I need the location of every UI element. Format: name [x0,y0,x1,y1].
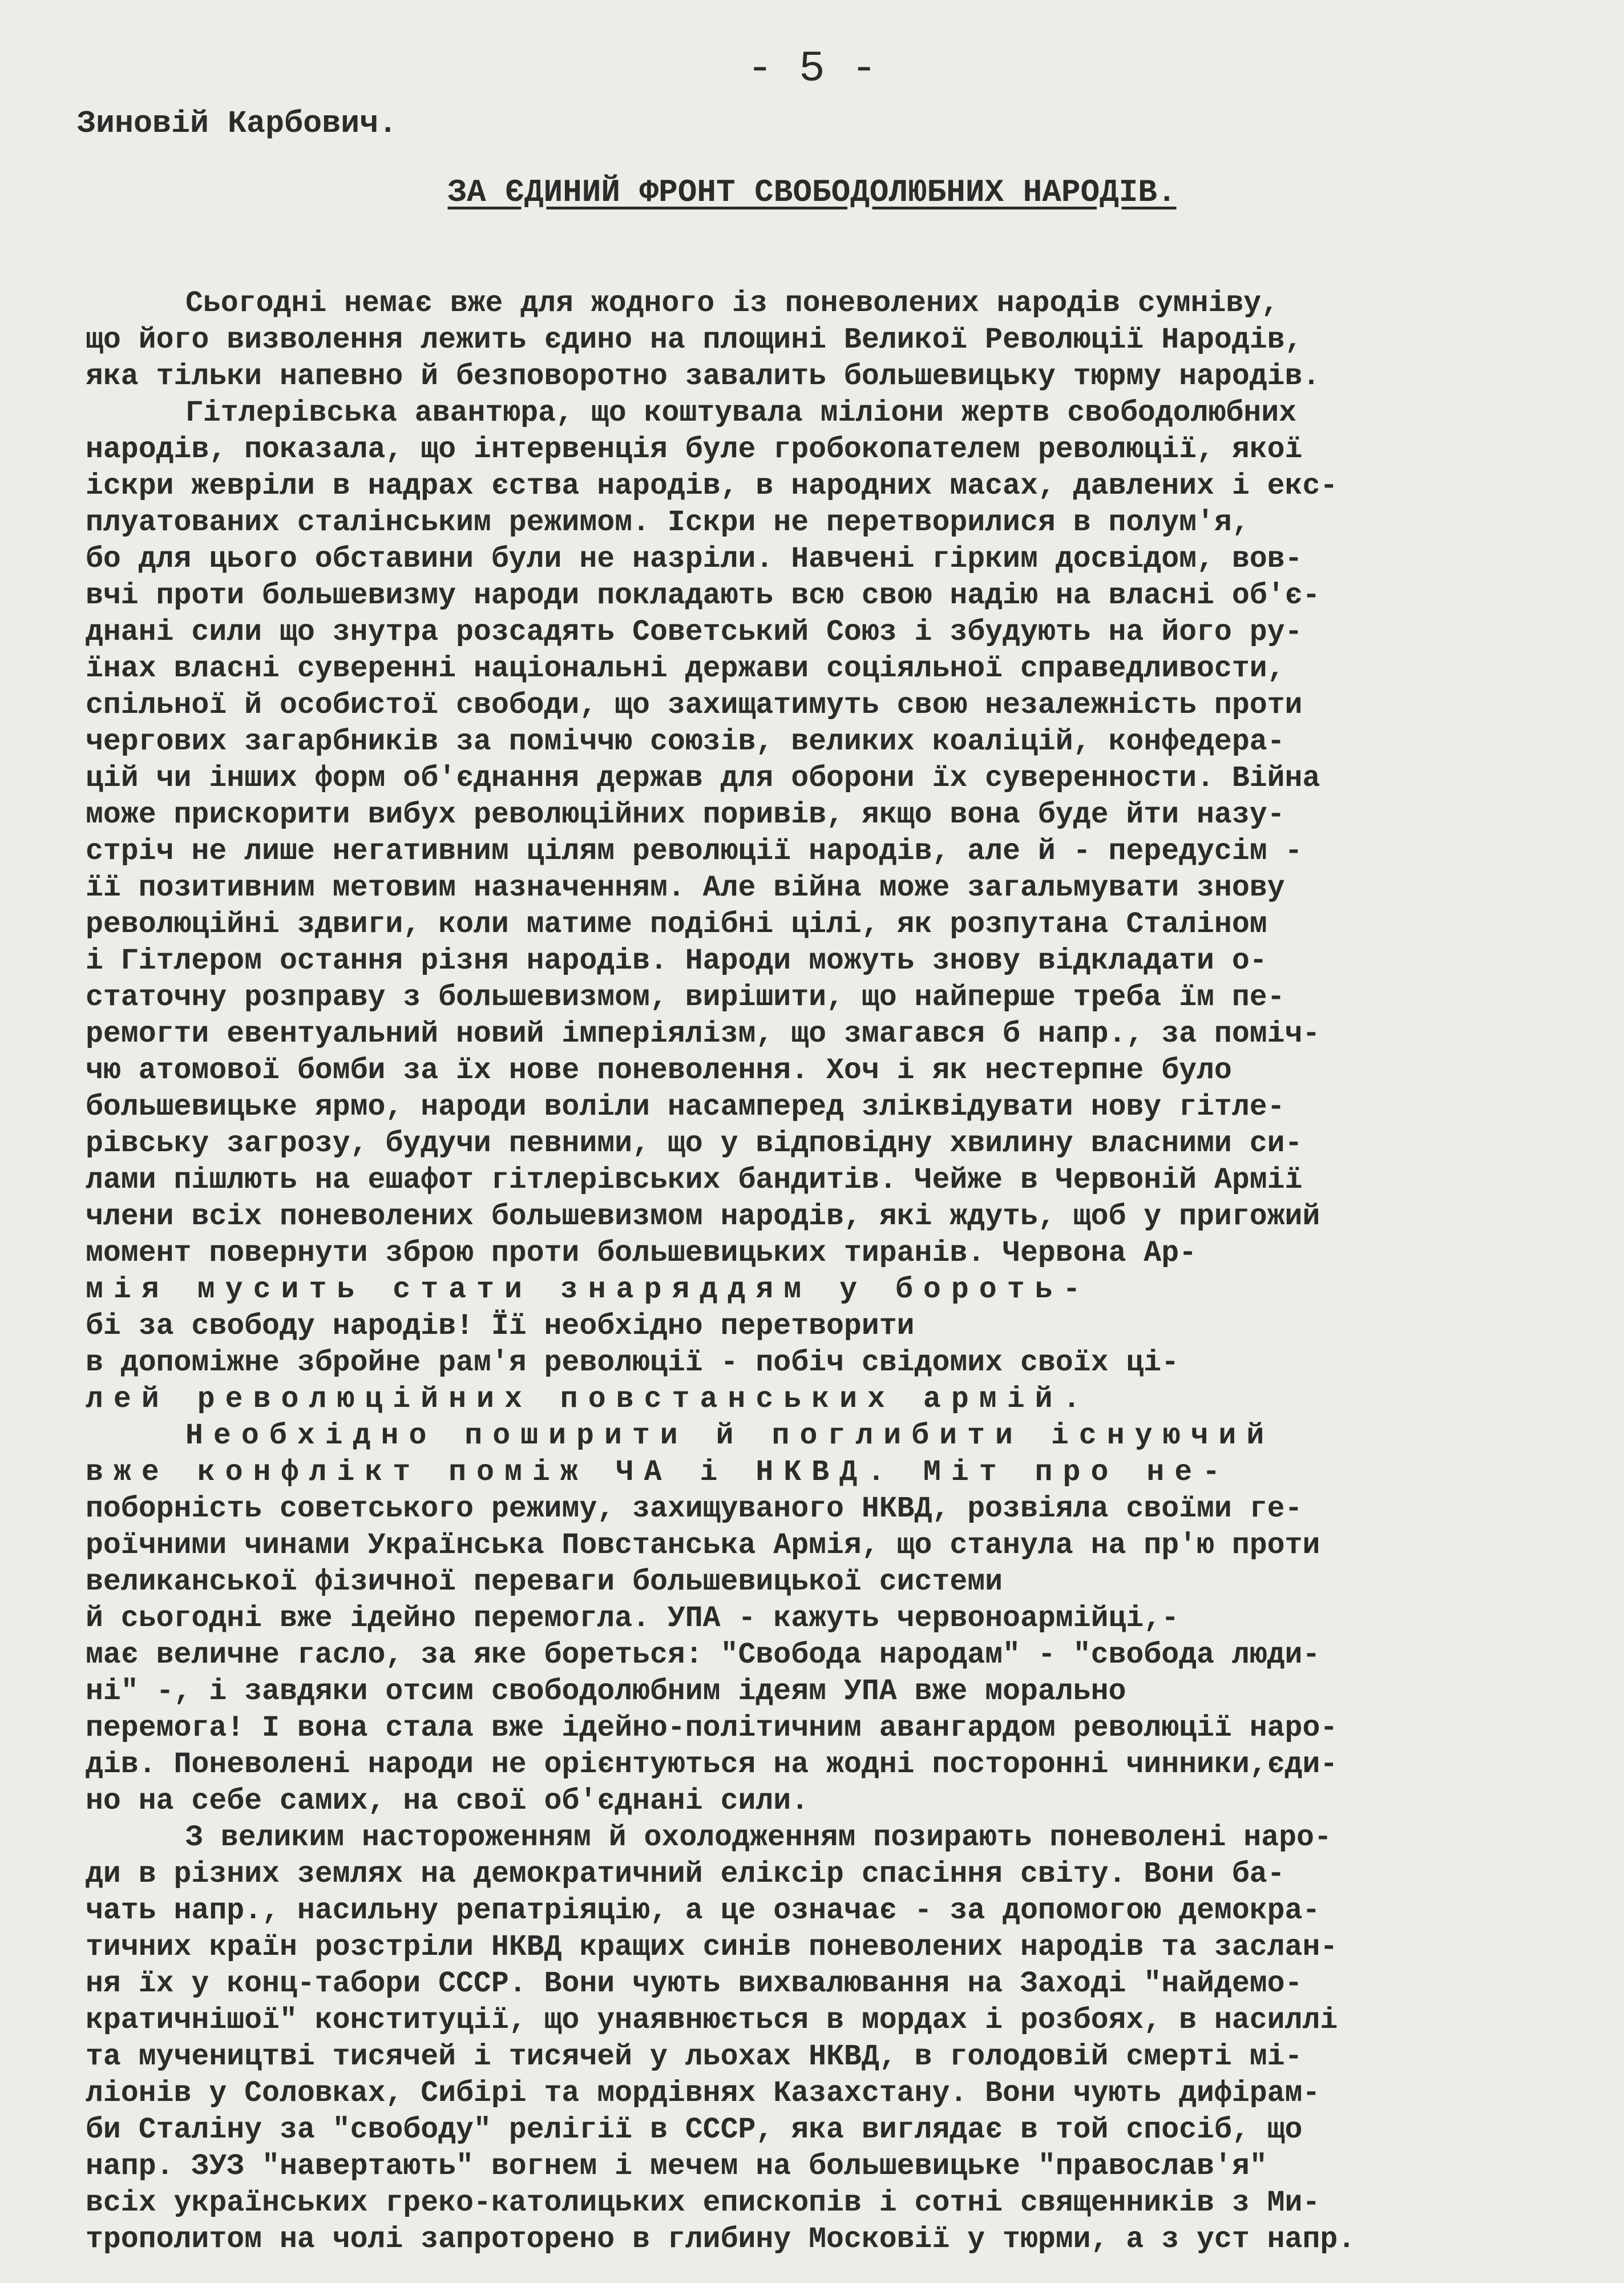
text-line: кратичнішої" конституції, що унаявнюється в мордах і розбоях, в насиллі [86,2004,1338,2037]
text-line: цій чи інших форм об'єднання держав для оборони їх суверенности. Війна [86,762,1320,795]
text-line: поборність советського режиму, захищуваного НКВД, розвіяла своїми ге- [86,1493,1303,1526]
text-line: їнах власні суверенні національні держави соціяльної справедливости, [86,652,1285,685]
text-line: народів, показала, що інтервенція буле гробокопателем революції, якої [86,433,1303,466]
text-line: ремогти евентуальний новий імперіялізм, що змагався б напр., за поміч- [86,1018,1320,1051]
text-line: іскри жевріли в надрах єства народів, в народних масах, давлених і екс- [86,470,1338,503]
text-line: лами пішлють на ешафот гітлерівських бандитів. Чейже в Червоній Армії [86,1164,1303,1197]
text-line: лей революційних повстанських армій. [86,1383,1091,1416]
text-line: напр. ЗУЗ "навертають" вогнем і мечем на большевицьке "православ'я" [86,2150,1267,2183]
text-line: чать напр., насильну репатріяцію, а це означає - за допомогою демокра- [86,1894,1320,1927]
text-line: рівську загрозу, будучи певними, що у відповідну хвилину власними си- [86,1127,1303,1160]
text-line: момент повернути зброю проти большевицьких тиранів. Червона Ар- [86,1237,1197,1270]
text-line: члени всіх поневолених большевизмом народів, які ждуть, щоб у пригожий [86,1200,1320,1233]
text-line: З великим настороженням й охолодженням позирають поневолені наро- [185,1821,1332,1854]
text-line: спільної й особистої свободи, що захищатимуть свою незалежність проти [86,689,1303,722]
text-line: перемога! І вона стала вже ідейно-політичним авангардом революції наро- [86,1712,1338,1745]
text-line: мія мусить стати знаряддям у бороть- [86,1273,1091,1306]
text-line: революційні здвиги, коли матиме подібні цілі, як розпутана Сталіном [86,908,1267,941]
text-line: трополитом на чолі запроторено в глибину Московії у тюрми, а з уст напр. [86,2223,1356,2256]
page-number: - 5 - [746,45,878,94]
text-line: має величне гасло, за яке бореться: "Свобода народам" - "свобода люди- [86,1639,1320,1672]
text-line: й сьогодні вже ідейно перемогла. УПА - кажуть червоноармійці,- [86,1602,1179,1635]
text-line: всіх українських греко-католицьких епископів і сотні священників з Ми- [86,2187,1320,2220]
text-line: дів. Поневолені народи не орієнтуються на жодні посторонні чинники,єди- [86,1748,1338,1781]
text-line: плуатованих сталінським режимом. Іскри не перетворилися в полум'я, [86,506,1250,539]
text-line: тичних країн розстріли НКВД кращих синів поневолених народів та заслан- [86,1931,1338,1964]
text-line: днані сили що знутра розсадять Советський Союз і збудують на його ру- [86,616,1303,649]
text-line: ди в різних землях на демократичний еліксір спасіння світу. Вони ба- [86,1858,1285,1891]
text-line: яка тільки напевно й безповоротно завалить большевицьку тюрму народів. [86,360,1320,393]
article-title: ЗА ЄДИНИЙ ФРОНТ СВОБОДОЛЮБНИХ НАРОДІВ. [447,174,1177,211]
text-line: Сьогодні немає вже для жодного із поневолених народів сумніву, [185,287,1279,320]
text-line: большевицьке ярмо, народи воліли насамперед зліквідувати нову гітле- [86,1091,1285,1124]
text-line: статочну розправу з большевизмом, вирішити, що найперше треба їм пе- [86,981,1285,1014]
text-line: великанської фізичної переваги большевицької системи [86,1566,1003,1599]
text-line: чергових загарбників за поміччю союзів, великих коаліцій, конфедера- [86,725,1285,759]
text-line: стріч не лише негативним цілям революції народів, але й - передусім - [86,835,1303,868]
text-line: роїчними чинами Українська Повстанська Армія, що станула на пр'ю проти [86,1529,1320,1562]
text-line: і Гітлером остання різня народів. Народи можуть знову відкладати о- [86,945,1267,978]
text-line: ні" -, і завдяки отсим свободолюбним ідеям УПА вже морально [86,1675,1126,1708]
text-line: може прискорити вибух революційних поривів, якщо вона буде йти назу- [86,798,1285,832]
text-line: Необхідно поширити й поглибити існуючий [185,1419,1275,1453]
text-line: чю атомової бомби за їх нове поневолення. Хоч і як нестерпне було [86,1054,1232,1087]
text-line: бо для цього обставини були не назріли. Навчені гірким досвідом, вов- [86,543,1303,576]
author-name: Зиновій Карбович. [77,106,398,142]
text-line: бі за свободу народів! Її необхідно перетворити [86,1310,915,1343]
text-line: її позитивним метовим назначенням. Але війна може загальмувати знову [86,872,1285,905]
text-line: що його визволення лежить єдино на площині Великої Революції Народів, [86,324,1303,357]
text-line: вже конфлікт поміж ЧА і НКВД. Міт про не- [86,1456,1231,1489]
text-line: вчі проти большевизму народи покладають всю свою надію на власні об'є- [86,579,1320,612]
text-line: та мучеництві тисячей і тисячей у льохах НКВД, в голодовій смерті мі- [86,2040,1303,2074]
text-line: в допоміжне збройне рам'я революції - побіч свідомих своїх ці- [86,1346,1179,1380]
text-line: би Сталіну за "свободу" релігії в СССР, яка виглядає в той спосіб, що [86,2113,1303,2147]
text-line: Гітлерівська авантюра, що коштувала міліони жертв свободолюбних [185,397,1297,430]
text-line: но на себе самих, на свої об'єднані сили. [86,1785,809,1818]
text-line: ня їх у конц-табори СССР. Вони чують вихвалювання на Заході "найдемо- [86,1967,1303,2000]
text-line: ліонів у Соловках, Сибірі та мордівнях Казахстану. Вони чують дифірам- [86,2077,1320,2110]
